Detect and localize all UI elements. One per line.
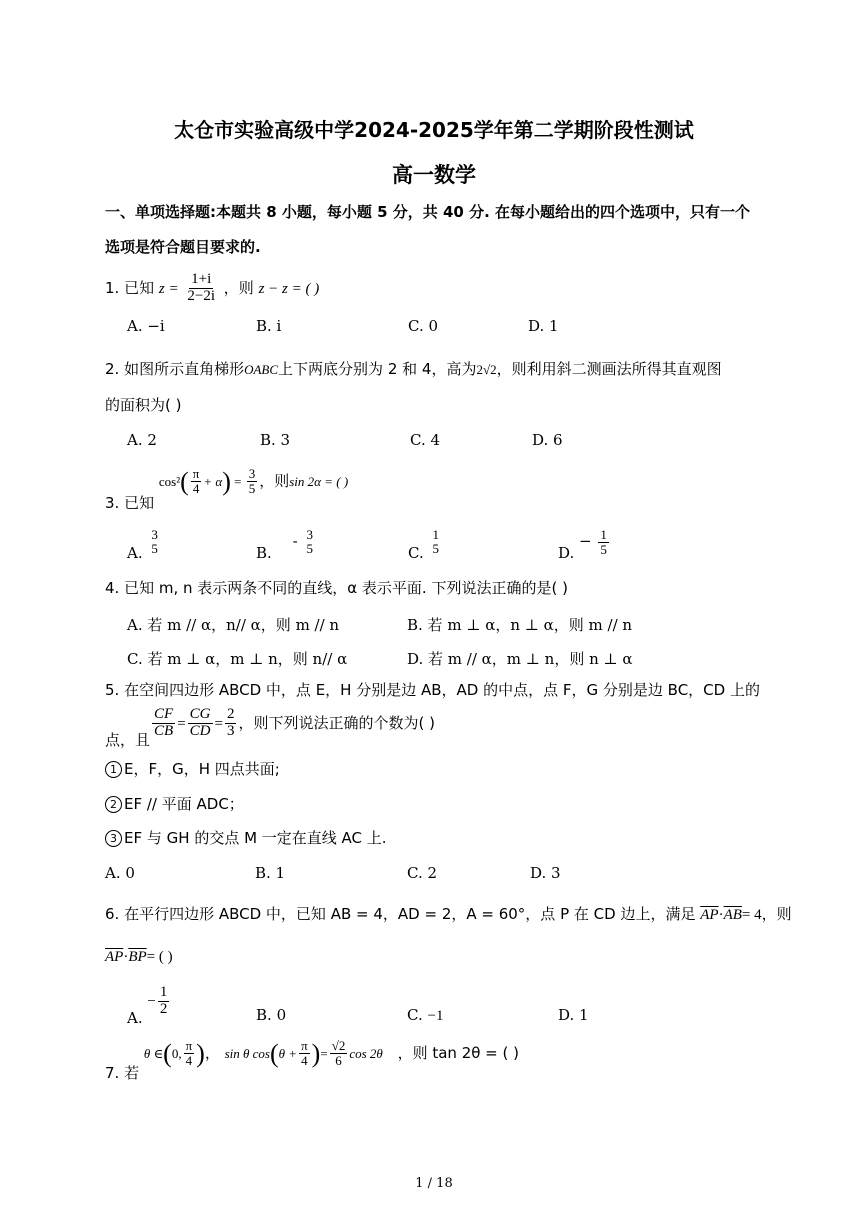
q1-fraction: $\frac{1+i}{2-2i}$ — [187, 271, 216, 304]
q3-option-b: B. - 3 5 — [256, 527, 313, 562]
q5-statement-1: 1 E，F，G，H 四点共面; — [105, 760, 280, 778]
q2-option-d: D. 6 — [532, 431, 563, 449]
q4-option-c: C. 若 m ⊥ α，m ⊥ n，则 n// α — [127, 650, 348, 668]
q5-option-a: A. 0 — [105, 864, 135, 882]
q5-option-b: B. 1 — [255, 864, 286, 882]
exam-title: 太仓市实验高级中学2024-2025学年第二学期阶段性测试 — [174, 118, 694, 142]
q2-option-b: B. 3 — [260, 431, 291, 449]
section-heading-line2: 选项是符合题目要求的. — [105, 238, 261, 256]
section-heading-line1: 一、单项选择题:本题共 8 小题，每小题 5 分，共 40 分. 在每小题给出的四个选项中，只有一个 — [105, 203, 751, 221]
q4-option-a: A. 若 m // α，n// α，则 m // n — [127, 616, 340, 634]
page-number: 1 / 18 — [415, 1176, 453, 1191]
q2-option-c: C. 4 — [410, 431, 441, 449]
q6-option-d: D. 1 — [558, 1006, 589, 1024]
q5-statement-2: 2 EF // 平面 ADC； — [105, 795, 244, 813]
q4-option-b: B. 若 m ⊥ α，n ⊥ α，则 m // n — [407, 616, 633, 634]
q5-statement-3: 3 EF 与 GH 的交点 M 一定在直线 AC 上. — [105, 829, 387, 847]
q6-option-a: A. − $\frac{1}{2}$ — [127, 984, 168, 1028]
question-2-line2: 的面积为( ) — [105, 396, 182, 414]
q3-option-d: D. − $\frac{1}{5}$ — [558, 527, 607, 563]
q6-option-b: B. 0 — [256, 1006, 287, 1024]
q2-option-a: A. 2 — [127, 431, 157, 449]
question-4-stem: 4. 已知 m, n 表示两条不同的直线，α 表示平面. 下列说法正确的是( ) — [105, 579, 568, 597]
question-5-line2: 点，且 $\frac{CF}{CB}$ = $\frac{CG}{CD}$ = $\frac{2}{3}$ ，则下列说法正确的个数为( ) — [105, 706, 435, 749]
question-5-line1: 5. 在空间四边形 ABCD 中，点 E，H 分别是边 AB，AD 的中点，点 F，G 分别是边 BC，CD 上的 — [105, 681, 760, 699]
q3-option-c: C. 1 5 — [408, 527, 439, 562]
q1-option-b: B. i — [256, 317, 282, 335]
q1-option-d: D. 1 — [528, 317, 559, 335]
question-2-line1: 2. 如图所示直角梯形OABC上下两底分别为 2 和 4，高为2√2，则利用斜二测画法所得其直观图 — [105, 360, 722, 378]
exam-subtitle: 高一数学 — [392, 163, 476, 187]
q4-option-d: D. 若 m // α，m ⊥ n，则 n ⊥ α — [407, 650, 633, 668]
question-6-line2: $\overline{AP}\cdot\overline{BP}=$ ( ) — [105, 949, 173, 965]
question-3-stem: 3. 已知 cos²( $\frac{\pi}{4}$ + α) = $\frac{3}{5}$ ，则sin 2α = ( ) — [105, 466, 349, 513]
q5-option-c: C. 2 — [407, 864, 438, 882]
question-7-stem: 7. 若 θ ∈(0, $\frac{\pi}{4}$ )， sin θ cos(θ + $\frac{\pi}{4}$ )= $\frac{√2}{6}$ cos 2θ ，则 tan 2θ = ( ) — [105, 1038, 519, 1083]
q5-option-d: D. 3 — [530, 864, 561, 882]
q1-option-a: A. −i — [127, 317, 165, 335]
q3-option-a: A. 3 5 — [127, 527, 158, 562]
question-1-stem: 1. 已知 z = $\frac{1+i}{2-2i}$ ，则 z − z = ( ) — [105, 271, 320, 304]
question-6-line1: 6. 在平行四边形 ABCD 中，已知 AB = 4，AD = 2，A = 60°，点 P 在 CD 边上，满足 $\overline{AP}\cdot\overline{AB}= 4$，则 — [105, 905, 792, 923]
q1-option-c: C. 0 — [408, 317, 439, 335]
q6-option-c: C. −1 — [407, 1006, 444, 1024]
